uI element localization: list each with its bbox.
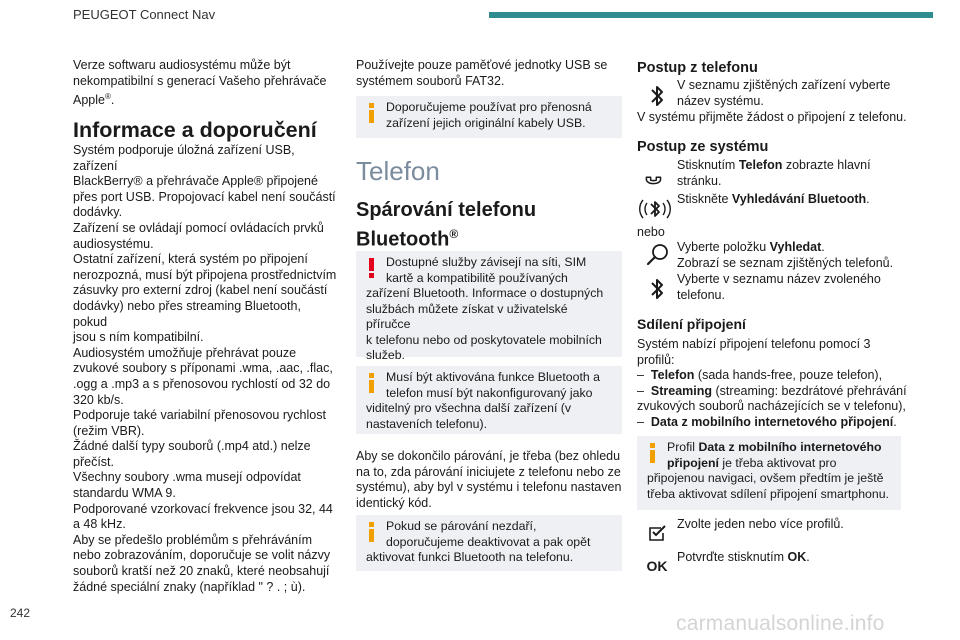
bluetooth-search-icon [639,193,671,225]
heading-sparovani: Spárování telefonu Bluetooth® [356,199,537,251]
phone-step-select: V seznamu zjištěných zařízení vyberte název systému. [677,78,891,108]
confirm-ok: Potvrďte stisknutím OK. [677,550,810,564]
info-note-failed-pairing: Pokud se párování nezdaří, doporučujeme deaktivovat a pak opět aktivovat funkci Bluetooth na telefonu. [356,515,622,571]
info-line: .ogg a .mp3 a s přenosovou rychlostí od 32 do [73,376,331,391]
phone-step-accept: V systému přijměte žádost o připojení z telefonu. [637,110,907,124]
info-line: Systém podporuje úložná zařízení USB, zařízení [73,143,295,173]
info-line: přečíst. [73,454,114,469]
info-line: Ostatní zařízení, která systém po připojení [73,252,308,267]
share-body: Systém nabízí připojení telefonu pomocí 3 profilů: – Telefon (sada hands-free, pouze telefon), – Streaming (streaming: bezdrátové přehrávání zvukových souborů nacházejících se v telefonu), – Data z mobilního internetového připojení. [637,337,912,431]
heading-postup-ze-systemu: Postup ze systému [637,139,769,155]
magnifier-icon [641,239,673,271]
system-step-select-phone: Vyberte v seznamu název zvoleného telefonu. [677,272,881,302]
intro-text: Verze softwaru audiosystému může být nekompatibilní s generací Vašeho přehrávače Apple®. [73,58,327,108]
info-line: 320 kb/s. [73,392,124,407]
heading-postup-z-telefonu: Postup z telefonu [637,60,758,76]
phone-handset-icon [641,160,673,192]
page-number: 242 [10,606,31,620]
heading-informace: Informace a doporučení [73,118,317,142]
usb-text: Používejte pouze paměťové jednotky USB se systémem souborů FAT32. [356,58,608,88]
info-line: Podporuje také variabilní přenosovou rychlost [73,408,326,423]
info-line: žádné speciální znaky (například " ? . ; ù). [73,579,306,594]
info-note-bluetooth: Musí být aktivována funkce Bluetooth a telefon musí být nakonfigurovaný jako viditelný pro všechna další zařízení (v nastaveních telefonu). [356,366,622,434]
info-line: zvukové soubory s příponami .wma, .aac, .flac, [73,361,333,376]
header-title: PEUGEOT Connect Nav [73,7,216,22]
header-accent-bar [489,12,933,18]
info-note-cables: Doporučujeme používat pro přenosná zařízení jejich originální kabely USB. [356,96,622,138]
info-line: jsou s ním kompatibilní. [73,330,204,345]
info-line: Všechny soubory .wma musejí odpovídat [73,470,301,485]
info-line: standardu WMA 9. [73,486,176,501]
choose-profiles: Zvolte jeden nebo více profilů. [677,517,844,531]
info-line: BlackBerry® a přehrávače Apple® připojené [73,174,318,189]
info-line: dodávky) nebo přes streaming Bluetooth, pokud [73,298,301,329]
watermark: carmanualsonline.info [676,612,885,635]
info-line: zásuvky pro externí zdroj (kabel není součástí [73,283,328,298]
system-step-bluetooth-search: Stiskněte Vyhledávání Bluetooth. [677,192,870,206]
info-line: Aby se předešlo problémům s přehráváním [73,532,313,547]
info-line: nebo zobrazováním, doporučuje se volit názvy [73,548,331,563]
bluetooth-icon [641,273,673,305]
info-line: Zařízení se ovládají pomocí ovládacích prvků [73,220,324,235]
profile-data: – Data z mobilního internetového připojení. [637,414,897,429]
profile-streaming: – Streaming (streaming: bezdrátové přehrávání [637,383,907,398]
info-line: Audiosystém umožňuje přehrávat pouze [73,345,297,360]
system-step-search: Vyberte položku Vyhledat. Zobrazí se seznam zjištěných telefonů. [677,240,894,270]
info-icon [364,102,380,124]
info-body [73,143,337,595]
ok-icon: OK [646,558,668,574]
info-line: Podporované vzorkovací frekvence jsou 32, 44 [73,501,333,516]
heading-sdileni: Sdílení připojení [637,316,746,332]
info-line: souborů kratší než 20 znaků, které neobsahují [73,564,330,579]
pairing-body: Aby se dokončilo párování, je třeba (bez ohledu na to, zda párování iniciujete z telefonu nebo ze systému), aby byl v systému i telefonu nastaven identický kód. [356,449,622,510]
section-title-telefon: Telefon [356,156,440,186]
info-line: a 48 kHz. [73,517,126,532]
nebo-label: nebo [637,225,665,239]
warning-note-services: Dostupné služby závisejí na síti, SIM kartě a kompatibilitě používaných zařízení Bluetooth. Informace o dostupných službách můžete získat v uživatelské příručce k telefonu nebo od poskytovatele mobilních služeb. [356,251,622,357]
info-line: nerozpozná, musí být připojena prostřednictvím [73,267,337,282]
info-note-data-profile: Profil Data z mobilního internetového připojení je třeba aktivovat pro připojenou navigaci, ovšem předtím je ještě třeba aktivovat sdílení připojení smartphonu. [637,436,901,510]
info-line: (režim VBR). [73,423,145,438]
info-line: dodávky. [73,205,123,220]
profile-telefon: – Telefon (sada hands-free, pouze telefon), [637,368,883,383]
system-step-phone: Stisknutím Telefon zobrazte hlavní stránku. [677,158,871,188]
info-line: přes port USB. Propojovací kabel není součástí [73,189,336,204]
bluetooth-icon [641,80,673,112]
info-line: Žádné další typy souborů (.mp4 atd.) nelze [73,439,311,454]
checkbox-icon [641,517,673,549]
info-line: audiosystému. [73,236,154,251]
